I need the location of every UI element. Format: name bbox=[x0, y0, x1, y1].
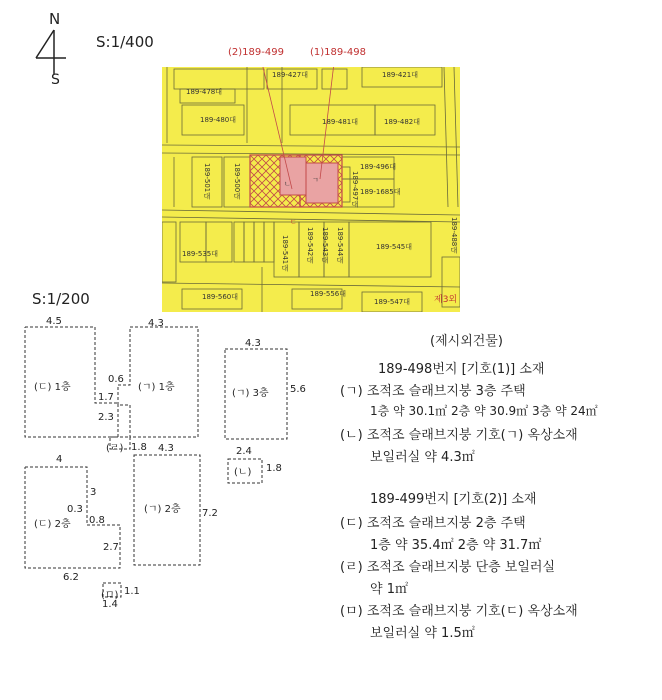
lot2-item-c-area: 1층 약 35.4㎡ 2층 약 31.7㎡ bbox=[370, 538, 542, 553]
g3-label: (ㄱ) 3층 bbox=[232, 388, 269, 399]
plan-scale: S:1/200 bbox=[32, 290, 90, 308]
lot2-title: 189-499번지 [기호(2)] 소재 bbox=[370, 492, 537, 507]
lot2-item-d-area: 약 1㎡ bbox=[370, 582, 408, 597]
d2-notch3-dim: 0.8 bbox=[89, 515, 105, 526]
n-top-dim: 2.4 bbox=[236, 446, 252, 457]
lot2-item-e-area: 보일러실 약 1.5㎡ bbox=[370, 626, 475, 641]
d1-right1-dim: 1.7 bbox=[98, 392, 114, 403]
g2-top-dim: 4.3 bbox=[158, 443, 174, 454]
g1-top-dim: 4.3 bbox=[148, 318, 164, 329]
mark-b: ㄱ bbox=[312, 176, 319, 184]
north-arrow bbox=[30, 10, 70, 90]
lot-543: 189-543대 bbox=[321, 227, 329, 264]
g2-side-dim: 7.2 bbox=[202, 508, 218, 519]
lot-482: 189-482대 bbox=[384, 118, 421, 126]
d2-notch1-dim: 3 bbox=[90, 487, 97, 498]
north-arrow-icon bbox=[30, 28, 70, 78]
r-width-dim: 1.8 bbox=[131, 442, 147, 453]
g3-side-dim: 5.6 bbox=[290, 384, 306, 395]
lot-545: 189-545대 bbox=[376, 243, 413, 251]
lot2-item-e: (ㅁ) 조적조 슬래브지붕 기호(ㄷ) 옥상소재 bbox=[340, 604, 578, 619]
m-bottom-dim: 1.4 bbox=[102, 599, 118, 610]
lot-560: 189-560대 bbox=[202, 293, 239, 301]
lot-541: 189-541대 bbox=[281, 235, 289, 272]
lot1-title: 189-498번지 [기호(1)] 소재 bbox=[378, 362, 545, 377]
lot1-item-a-area: 1층 약 30.1㎡ 2층 약 30.9㎡ 3층 약 24㎡ bbox=[370, 404, 598, 418]
callout-189-499: (2)189-499 bbox=[228, 47, 284, 58]
d2-notch2-dim: 0.3 bbox=[67, 504, 83, 515]
lot-480: 189-480대 bbox=[200, 116, 237, 124]
lot-corner: 제3외 bbox=[434, 295, 458, 305]
map-scale: S:1/400 bbox=[96, 33, 154, 51]
lot-488: 189-488대 bbox=[450, 217, 458, 254]
d1-right2-dim: 2.3 bbox=[98, 412, 114, 423]
lot-535: 189-535대 bbox=[182, 250, 219, 258]
m-side-dim: 1.1 bbox=[124, 586, 140, 597]
lot-496: 189-496대 bbox=[360, 163, 397, 171]
lot-478: 189-478대 bbox=[186, 88, 223, 96]
n-side-dim: 1.8 bbox=[266, 463, 282, 474]
d1-label: (ㄷ) 1층 bbox=[34, 382, 71, 393]
lot-1685: 189-1685대 bbox=[360, 188, 401, 196]
lot-547: 189-547대 bbox=[374, 298, 411, 306]
d1-top-dim: 4.5 bbox=[46, 316, 62, 327]
d2-notch4-dim: 2.7 bbox=[103, 542, 119, 553]
d2-label: (ㄷ) 2층 bbox=[34, 519, 71, 530]
lot-421: 189-421대 bbox=[382, 71, 419, 79]
m-label: (ㅁ) bbox=[101, 590, 119, 601]
lot-481: 189-481대 bbox=[322, 118, 359, 126]
d2-bottom-dim: 6.2 bbox=[63, 572, 79, 583]
g1-label: (ㄱ) 1층 bbox=[138, 382, 175, 393]
lot1-item-b: (ㄴ) 조적조 슬래브지붕 기호(ㄱ) 옥상소재 bbox=[340, 428, 578, 443]
g3-top-dim: 4.3 bbox=[245, 338, 261, 349]
lot-544: 189-544대 bbox=[336, 227, 344, 264]
n-label: (ㄴ) bbox=[234, 467, 252, 478]
g1-step-dim: 0.6 bbox=[108, 374, 124, 385]
r-label: (ㄹ) bbox=[106, 443, 124, 454]
lot1-item-b-area: 보일러실 약 4.3㎡ bbox=[370, 450, 475, 465]
lot-427: 189-427대 bbox=[272, 71, 309, 79]
lot-500: 189-500대 bbox=[233, 163, 241, 200]
lot-556: 189-556대 bbox=[310, 290, 347, 298]
callout-189-498: (1)189-498 bbox=[310, 47, 366, 58]
mark-c: ㄷ bbox=[290, 218, 297, 226]
lot2-item-c: (ㄷ) 조적조 슬래브지붕 2층 주택 bbox=[340, 516, 526, 531]
d2-top-dim: 4 bbox=[56, 454, 63, 465]
lot-542: 189-542대 bbox=[306, 227, 314, 264]
mark-a: ㄴ bbox=[284, 180, 291, 188]
lot-497: 189-497대 bbox=[351, 171, 359, 208]
cadastral-map bbox=[162, 67, 460, 312]
lot-501: 189-501대 bbox=[203, 163, 211, 200]
south-letter: S bbox=[51, 72, 60, 88]
legend-heading: (제시외건물) bbox=[430, 334, 503, 349]
lot1-item-a: (ㄱ) 조적조 슬래브지붕 3층 주택 bbox=[340, 384, 526, 399]
north-letter: N bbox=[49, 10, 61, 28]
g2-label: (ㄱ) 2층 bbox=[144, 504, 181, 515]
lot2-item-d: (ㄹ) 조적조 슬래브지붕 단층 보일러실 bbox=[340, 560, 556, 575]
